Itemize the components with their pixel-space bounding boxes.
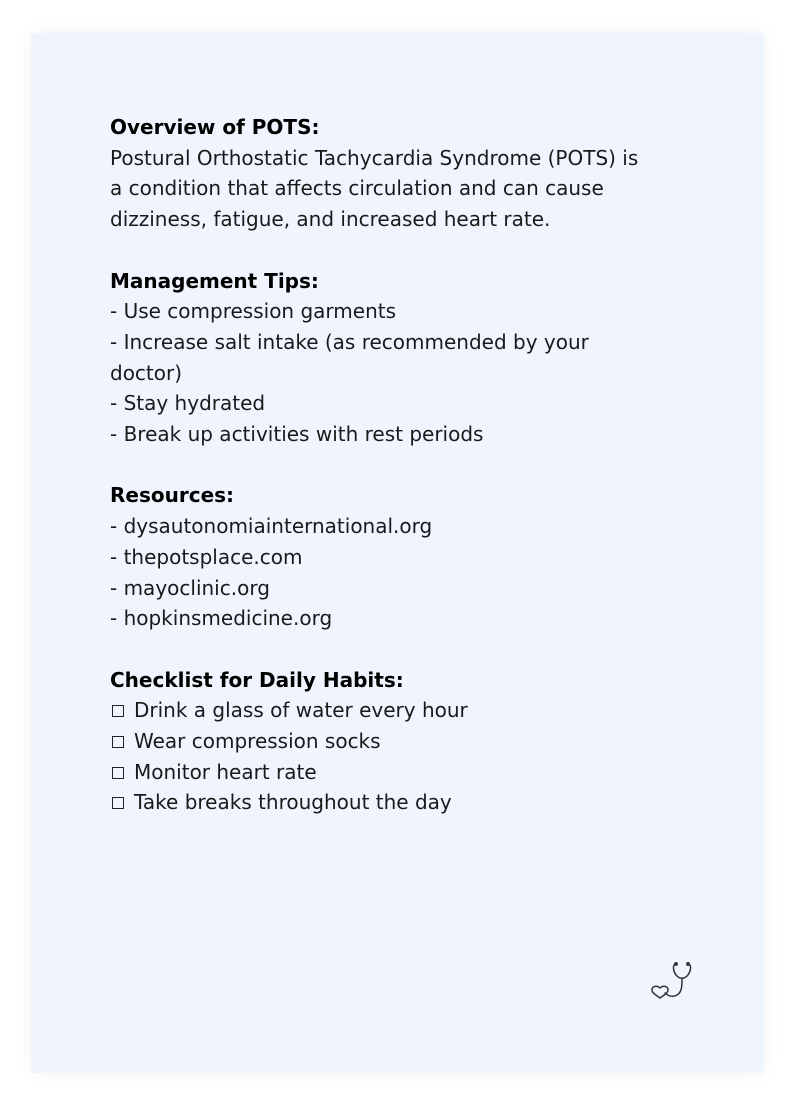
checklist-item <box>110 695 710 726</box>
checklist-item-label: Wear compression socks <box>134 729 381 754</box>
stethoscope-heart-icon <box>646 958 696 1002</box>
checklist-section <box>110 665 710 819</box>
checklist-item <box>110 757 710 788</box>
checklist-heading: Checklist for Daily Habits: <box>110 667 404 692</box>
overview-heading: Overview of POTS: <box>110 115 320 139</box>
document-content <box>110 112 710 849</box>
management-tip: - Break up activities with rest periods <box>110 422 484 447</box>
overview-line: a condition that affects circulation and can cause <box>110 176 604 201</box>
management-tip: - Use compression garments <box>110 299 397 324</box>
resource-link: - dysautonomiainternational.org <box>110 514 433 539</box>
document-page <box>31 33 764 1073</box>
resources-heading: Resources: <box>110 483 235 508</box>
management-tip: - Stay hydrated <box>110 391 266 416</box>
resource-link: - thepotsplace.com <box>110 544 303 569</box>
management-heading: Management Tips: <box>110 268 319 293</box>
resource-link: - hopkinsmedicine.org <box>110 606 333 631</box>
checkbox-icon[interactable] <box>112 797 124 809</box>
management-section <box>110 266 710 450</box>
checkbox-icon[interactable] <box>112 767 124 779</box>
checklist-item-label: Monitor heart rate <box>134 759 317 784</box>
overview-section <box>110 112 710 235</box>
checklist-item-label: Take breaks throughout the day <box>134 790 452 815</box>
checklist-item <box>110 726 710 757</box>
resource-link: - mayoclinic.org <box>110 575 270 600</box>
checkbox-icon[interactable] <box>112 705 124 717</box>
overview-line: Postural Orthostatic Tachycardia Syndrome (POTS) is <box>110 145 639 170</box>
management-tip: - Increase salt intake (as recommended by your <box>110 329 589 354</box>
overview-line: dizziness, fatigue, and increased heart rate. <box>110 207 551 232</box>
checklist-item <box>110 787 710 818</box>
checkbox-icon[interactable] <box>112 736 124 748</box>
checklist-item-label: Drink a glass of water every hour <box>134 698 468 723</box>
management-tip: doctor) <box>110 360 183 385</box>
resources-section <box>110 480 710 634</box>
